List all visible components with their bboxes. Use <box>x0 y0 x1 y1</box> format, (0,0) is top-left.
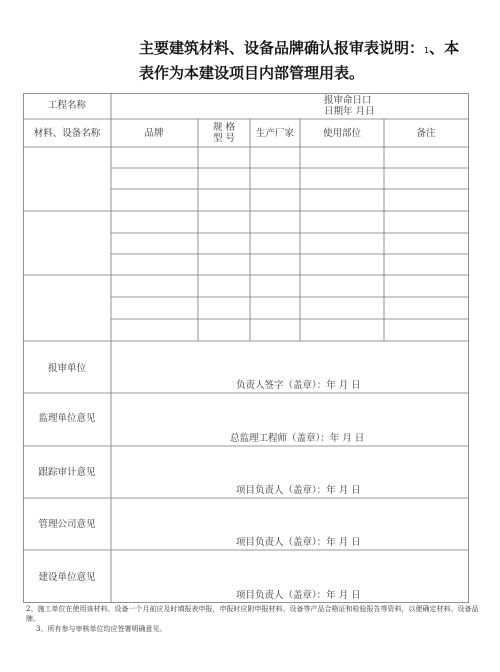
section-label-audit: 跟踪审计意见 <box>38 467 96 478</box>
section-signature-supervision: 总监理工程师（盖章）：年 月 日 <box>230 433 365 444</box>
section-label-owner: 建设单位意见 <box>38 572 96 583</box>
col-material-header: 材料、设备名称 <box>33 128 101 139</box>
document-title: 主要建筑材料、设备品牌确认报审表说明：1、本 表作为本建设项目内部管理用表。 <box>139 39 460 82</box>
section-label-submitter: 报审单位 <box>47 363 87 374</box>
section-signature-audit: 项目负责人（盖章）：年 月 日 <box>236 485 361 496</box>
col-spec-header-line2: 型 号 <box>212 133 236 144</box>
section-signature-submitter: 负责人签字（盖章）：年 月 日 <box>236 380 361 391</box>
section-signature-management: 项目负责人（盖章）：年 月 日 <box>236 537 361 548</box>
note-3: 3、所有参与审核单位均应签署明确意见。 <box>36 625 167 633</box>
col-usage-header: 使用部位 <box>322 128 362 139</box>
col-spec-header-line1: 规 格 <box>212 122 236 133</box>
col-brand-header: 品牌 <box>144 128 164 139</box>
form-table <box>23 93 469 603</box>
col-remarks-header: 备注 <box>416 128 436 139</box>
section-label-management: 管理公司意见 <box>38 519 96 530</box>
report-date-label: 报审命日口 <box>324 95 372 106</box>
col-manufacturer-header: 生产厂家 <box>255 128 295 139</box>
section-signature-owner: 项目负责人（盖章）：年 月 日 <box>236 590 361 601</box>
project-name-label: 工程名称 <box>47 100 87 111</box>
notes <box>26 604 491 634</box>
note-2: 2、施工单位在使用该材料、设备一个月前应及时填报表申报，申报时应附申报材料、设备等产品合格证和检验报告等资料，以便确定材料、设备品牌。 <box>26 605 479 623</box>
report-date-field: 日期年 月日 <box>324 106 375 117</box>
section-label-supervision: 监理单位意见 <box>38 413 96 424</box>
